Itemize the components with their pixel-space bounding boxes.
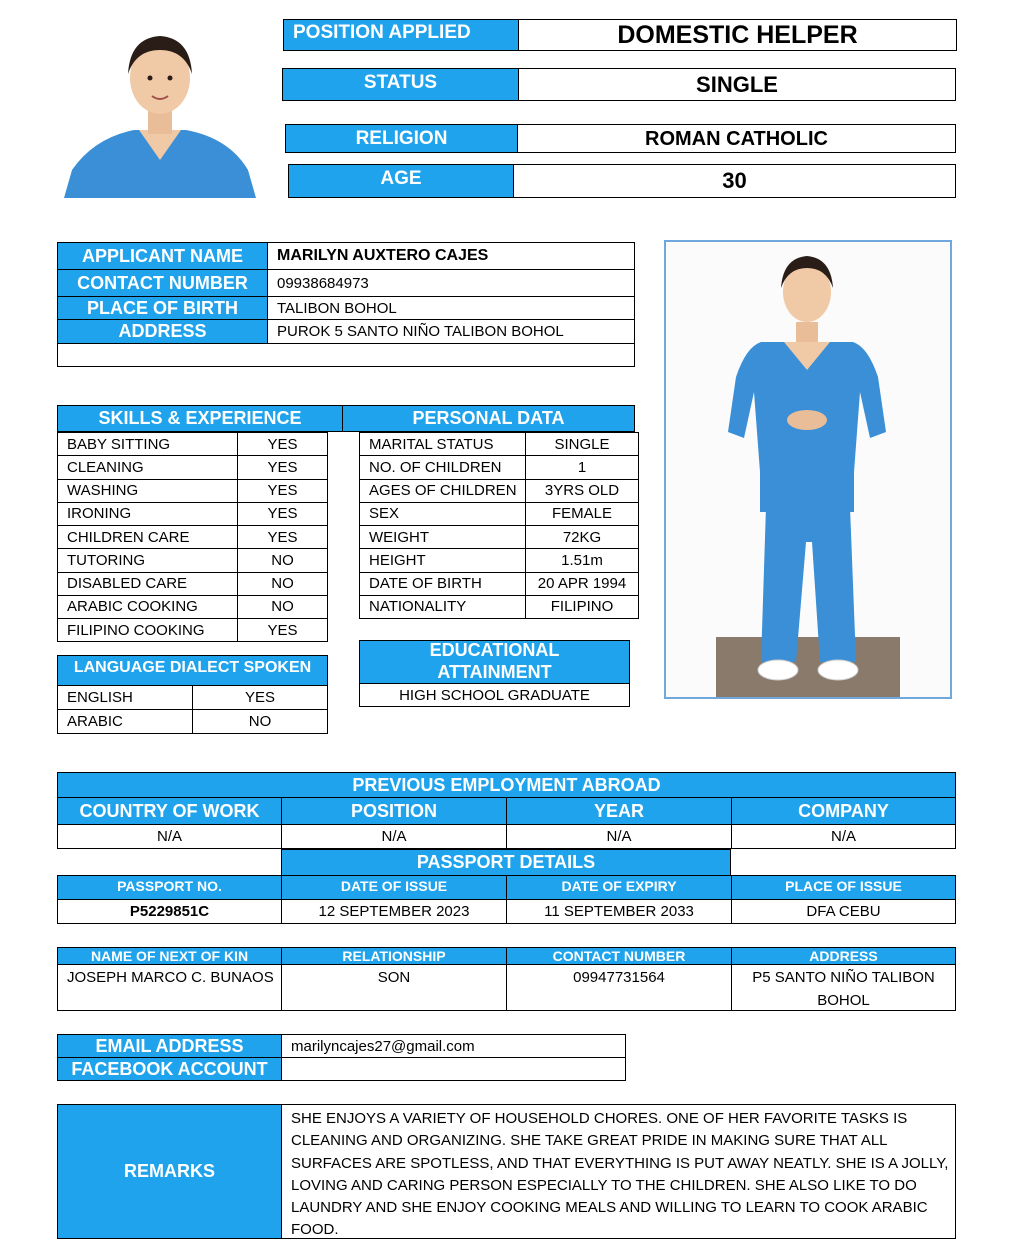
employment-header: YEAR (506, 797, 732, 825)
employment-value: N/A (731, 824, 956, 849)
contact-number-label: CONTACT NUMBER (57, 269, 268, 297)
kin-header: RELATIONSHIP (281, 947, 507, 965)
language-name: ARABIC (57, 709, 193, 734)
skill-value: NO (237, 595, 328, 619)
personal-title: PERSONAL DATA (342, 405, 635, 432)
skill-value: YES (237, 455, 328, 479)
kin-value: SON (281, 964, 507, 1011)
skills-title: SKILLS & EXPERIENCE (57, 405, 343, 432)
facebook-label: FACEBOOK ACCOUNT (57, 1057, 282, 1081)
passport-header: PLACE OF ISSUE (731, 875, 956, 900)
remarks-line: LOVING AND CARING PERSON ESPECIALLY TO THE CHILDREN. SHE ALSO LIKE TO DO (291, 1176, 917, 1194)
education-title (359, 640, 630, 684)
employment-header: COMPANY (731, 797, 956, 825)
kin-address-line1: P5 SANTO NIÑO TALIBON (752, 969, 935, 986)
skill-name: ARABIC COOKING (57, 595, 238, 619)
skill-name: CHILDREN CARE (57, 525, 238, 549)
age-value: 30 (513, 164, 956, 198)
remarks-line: FOOD. (291, 1221, 339, 1239)
personal-field: AGES OF CHILDREN (359, 479, 526, 503)
religion-value: ROMAN CATHOLIC (517, 124, 956, 153)
passport-value: 12 SEPTEMBER 2023 (281, 899, 507, 924)
full-body-photo (664, 240, 952, 699)
education-title-line2: ATTAINMENT (437, 662, 552, 682)
personal-field: NO. OF CHILDREN (359, 455, 526, 479)
remarks-label: REMARKS (57, 1104, 282, 1239)
remarks-line: SURFACES ARE SPOTLESS, AND THAT EVERYTHING IS PUT AWAY NEATLY. SHE IS A JOLLY, (291, 1154, 949, 1172)
facebook-value (281, 1057, 626, 1081)
passport-header: PASSPORT NO. (57, 875, 282, 900)
remarks-text (281, 1104, 956, 1239)
kin-header: CONTACT NUMBER (506, 947, 732, 965)
skill-value: NO (237, 572, 328, 596)
personal-field: SEX (359, 502, 526, 526)
skill-name: FILIPINO COOKING (57, 618, 238, 642)
employment-title: PREVIOUS EMPLOYMENT ABROAD (57, 772, 956, 798)
personal-value: 1 (525, 455, 639, 479)
kin-value: 09947731564 (506, 964, 732, 1011)
passport-value: 11 SEPTEMBER 2033 (506, 899, 732, 924)
employment-value: N/A (57, 824, 282, 849)
language-value: NO (192, 709, 328, 734)
status-label: STATUS (282, 68, 519, 101)
headshot-photo (64, 20, 256, 198)
skill-name: WASHING (57, 479, 238, 503)
personal-value: 72KG (525, 525, 639, 549)
employment-value: N/A (281, 824, 507, 849)
applicant-blank-row (57, 343, 635, 367)
employment-header: COUNTRY OF WORK (57, 797, 282, 825)
employment-value: N/A (506, 824, 732, 849)
personal-field: NATIONALITY (359, 595, 526, 619)
personal-field: WEIGHT (359, 525, 526, 549)
personal-value: 3YRS OLD (525, 479, 639, 503)
skill-value: YES (237, 525, 328, 549)
applicant-name-label: APPLICANT NAME (57, 242, 268, 270)
skill-value: NO (237, 548, 328, 572)
language-title: LANGUAGE DIALECT SPOKEN (57, 655, 328, 686)
passport-title: PASSPORT DETAILS (281, 849, 731, 876)
kin-value: JOSEPH MARCO C. BUNAOS (57, 964, 282, 1011)
skill-name: CLEANING (57, 455, 238, 479)
passport-value: P5229851C (57, 899, 282, 924)
education-title-line1: EDUCATIONAL (429, 640, 560, 661)
language-value: YES (192, 685, 328, 710)
education-value: HIGH SCHOOL GRADUATE (359, 683, 630, 707)
address-value: PUROK 5 SANTO NIÑO TALIBON BOHOL (267, 319, 635, 344)
personal-value: FEMALE (525, 502, 639, 526)
skill-value: YES (237, 618, 328, 642)
remarks-line: CLEANING AND ORGANIZING. SHE TAKE GREAT PRIDE IN MAKING SURE THAT ALL (291, 1132, 888, 1150)
contact-number-value: 09938684973 (267, 269, 635, 297)
kin-address-line2: BOHOL (817, 992, 870, 1009)
personal-value: 20 APR 1994 (525, 572, 639, 596)
place-of-birth-value: TALIBON BOHOL (267, 296, 635, 320)
skill-value: YES (237, 432, 328, 456)
skill-name: TUTORING (57, 548, 238, 572)
religion-label: RELIGION (285, 124, 518, 153)
personal-field: HEIGHT (359, 548, 526, 572)
personal-field: DATE OF BIRTH (359, 572, 526, 596)
passport-header: DATE OF ISSUE (281, 875, 507, 900)
employment-header: POSITION (281, 797, 507, 825)
skill-value: YES (237, 479, 328, 503)
position-applied-label: POSITION APPLIED (283, 19, 519, 51)
kin-header: NAME OF NEXT OF KIN (57, 947, 282, 965)
place-of-birth-label: PLACE OF BIRTH (57, 296, 268, 320)
personal-value: SINGLE (525, 432, 639, 456)
skill-name: DISABLED CARE (57, 572, 238, 596)
remarks-line: LAUNDRY AND SHE ENJOY COOKING MEALS AND WILLING TO LEARN TO COOK ARABIC (291, 1199, 928, 1217)
personal-field: MARITAL STATUS (359, 432, 526, 456)
personal-value: 1.51m (525, 548, 639, 572)
email-value: marilyncajes27@gmail.com (281, 1034, 626, 1058)
skill-value: YES (237, 502, 328, 526)
personal-value: FILIPINO (525, 595, 639, 619)
remarks-line: SHE ENJOYS A VARIETY OF HOUSEHOLD CHORES. ONE OF HER FAVORITE TASKS IS (291, 1110, 908, 1127)
skill-name: IRONING (57, 502, 238, 526)
language-name: ENGLISH (57, 685, 193, 710)
position-applied-value: DOMESTIC HELPER (518, 19, 957, 51)
address-label: ADDRESS (57, 319, 268, 344)
passport-header: DATE OF EXPIRY (506, 875, 732, 900)
status-value: SINGLE (518, 68, 956, 101)
skill-name: BABY SITTING (57, 432, 238, 456)
kin-address-value (731, 964, 956, 1011)
age-label: AGE (288, 164, 514, 198)
email-label: EMAIL ADDRESS (57, 1034, 282, 1058)
passport-value: DFA CEBU (731, 899, 956, 924)
kin-header: ADDRESS (731, 947, 956, 965)
applicant-name-value: MARILYN AUXTERO CAJES (267, 242, 635, 270)
